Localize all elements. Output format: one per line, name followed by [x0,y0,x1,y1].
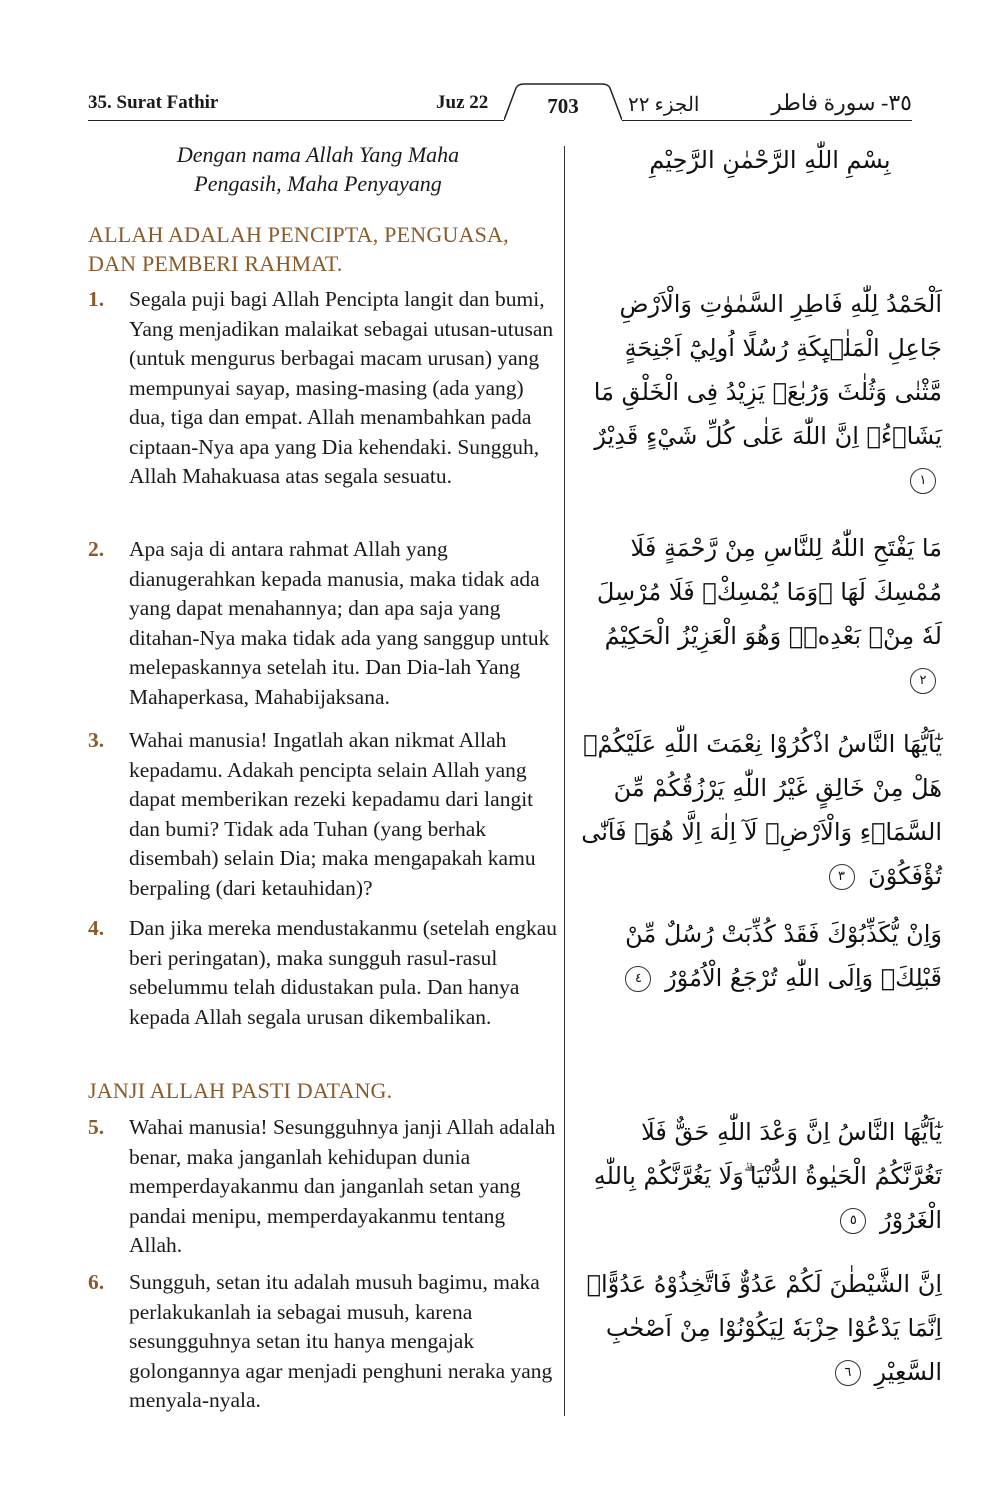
verse-number: 4. [88,916,105,940]
section-heading-1 [88,220,509,278]
surah-title-arabic: ٣٥- سورة فاطر [771,90,912,115]
ayah-end-marker: ١ [910,468,936,494]
verse-arabic-text: اِنَّ الشَّيْطٰنَ لَكُمْ عَدُوٌّ فَاتَّخِذُوْهُ عَدُوًّاۗ اِنَّمَا يَدْعُوْا حِزْبَهٗ لِيَكُوْنُوْا مِنْ اَصْحٰبِ السَّعِيْرِ [586,1270,942,1386]
ayah-end-marker: ٤ [625,966,651,992]
verse-translation-4 [88,914,558,1032]
section-heading-line: JANJI ALLAH PASTI DATANG. [88,1078,393,1103]
verse-number: 2. [88,537,105,561]
surah-title-latin: 35. Surat Fathir [88,92,219,113]
section-heading-line: DAN PEMBERI RAHMAT. [88,251,343,276]
verse-text: Apa saja di antara rahmat Allah yang dianugerahkan kepada manusia, maka tidak ada yang dapat menahannya; dan apa saja yang ditahan-Nya maka tidak ada yang sanggup untuk melepaskannya setelah itu. Dan Dia-lah Yang Mahaperkasa, Mahabijaksana. [129,537,550,709]
ayah-end-marker: ٥ [840,1208,866,1234]
verse-arabic-text: اَلْحَمْدُ لِلّٰهِ فَاطِرِ السَّمٰوٰتِ وَالْاَرْضِ جَاعِلِ الْمَلٰۤىِٕكَةِ رُسُلًا اُولِيْٓ اَجْنِحَةٍ مَّثْنٰى وَثُلٰثَ وَرُبٰعَۗ يَزِيْدُ فِى الْخَلْقِ مَا يَشَاۤءُۗ اِنَّ اللّٰهَ عَلٰى كُلِّ شَيْءٍ قَدِيْرٌ [593,290,942,450]
ayah-end-marker: ٢ [910,668,936,694]
ayah-end-marker: ٦ [835,1360,861,1386]
verse-arabic-4 [572,912,942,1000]
verse-translation-1 [88,285,558,492]
header-rule-left [88,120,504,121]
basmalah-translation [88,140,548,198]
verse-text: Wahai manusia! Ingatlah akan nikmat Allah kepadamu. Adakah pencipta selain Allah yang dapat memberikan rezeki kepadamu dari langit dan bumi? Tidak ada Tuhan (yang berhak disembah) selain Dia; maka mengapakah kamu berpaling (dari ketauhidan)? [129,728,536,900]
verse-translation-3 [88,726,558,903]
verse-arabic-1 [572,282,942,502]
verse-text: Wahai manusia! Sesungguhnya janji Allah adalah benar, maka janganlah kehidupan dunia memperdayakanmu dan janganlah setan yang pandai menipu, memperdayakanmu tentang Allah. [129,1115,556,1257]
verse-number: 3. [88,728,105,752]
page-number: 703 [547,94,579,118]
verse-arabic-text: يٰٓاَيُّهَا النَّاسُ اذْكُرُوْا نِعْمَتَ اللّٰهِ عَلَيْكُمْۗ هَلْ مِنْ خَالِقٍ غَيْرُ اللّٰهِ يَرْزُقُكُمْ مِّنَ السَّمَاۤءِ وَالْاَرْضِۗ لَآ اِلٰهَ اِلَّا هُوَۖ فَاَنّٰى تُؤْفَكُوْنَ [581,730,942,890]
verse-arabic-6 [572,1262,942,1394]
verse-arabic-text: يٰٓاَيُّهَا النَّاسُ اِنَّ وَعْدَ اللّٰهِ حَقٌّ فَلَا تَغُرَّنَّكُمُ الْحَيٰوةُ الدُّنْيَا ۗوَلَا يَغُرَّنَّكُمْ بِاللّٰهِ الْغَرُوْرُ [593,1118,942,1234]
basmalah-arabic: بِسْمِ اللّٰهِ الرَّحْمٰنِ الرَّحِيْمِ [649,146,891,174]
verse-number: 1. [88,287,105,311]
basmalah-translation-line-1: Dengan nama Allah Yang Maha [176,142,460,167]
verse-translation-5 [88,1113,558,1261]
section-heading-2 [88,1076,392,1105]
verse-translation-6 [88,1268,558,1416]
verse-arabic-text: وَاِنْ يُّكَذِّبُوْكَ فَقَدْ كُذِّبَتْ رُسُلٌ مِّنْ قَبْلِكَۗ وَاِلَى اللّٰهِ تُرْجَعُ الْاُمُوْرُ [625,920,942,992]
juz-label-arabic: الجزء ٢٢ [628,94,700,116]
verse-arabic-5 [572,1110,942,1242]
header-rule-right [622,120,912,121]
juz-label-latin: Juz 22 [436,92,489,113]
verse-number: 5. [88,1115,105,1139]
verse-arabic-text: مَا يَفْتَحِ اللّٰهُ لِلنَّاسِ مِنْ رَّحْمَةٍ فَلَا مُمْسِكَ لَهَا ۚوَمَا يُمْسِكْۙ فَلَا مُرْسِلَ لَهٗ مِنْۢ بَعْدِهٖۗ وَهُوَ الْعَزِيْزُ الْحَكِيْمُ [596,534,942,650]
verse-number: 6. [88,1270,105,1294]
verse-translation-2 [88,535,558,712]
ayah-end-marker: ٣ [829,864,855,890]
verse-text: Sungguh, setan itu adalah musuh bagimu, maka perlakukanlah ia sebagai musuh, karena sesungguhnya setan itu hanya mengajak golongannya agar menjadi penghuni neraka yang menyala-nyala. [129,1270,553,1412]
verse-text: Segala puji bagi Allah Pencipta langit dan bumi, Yang menjadikan malaikat sebagai utusan-utusan (untuk mengurus berbagai macam urusan) yang mempunyai sayap, masing-masing (ada yang) dua, tiga dan empat. Allah menambahkan pada ciptaan-Nya apa yang Dia kehendaki. Sungguh, Allah Mahakuasa atas segala sesuatu. [129,287,554,488]
section-heading-line: ALLAH ADALAH PENCIPTA, PENGUASA, [88,222,509,247]
basmalah-translation-line-2: Pengasih, Maha Penyayang [194,171,442,196]
column-divider [564,146,565,1416]
verse-arabic-3 [572,722,942,898]
verse-text: Dan jika mereka mendustakanmu (setelah engkau beri peringatan), maka sungguh rasul-rasul sebelummu telah didustakan pula. Dan hanya kepada Allah segala urusan dikembalikan. [129,916,558,1029]
verse-arabic-2 [572,526,942,702]
